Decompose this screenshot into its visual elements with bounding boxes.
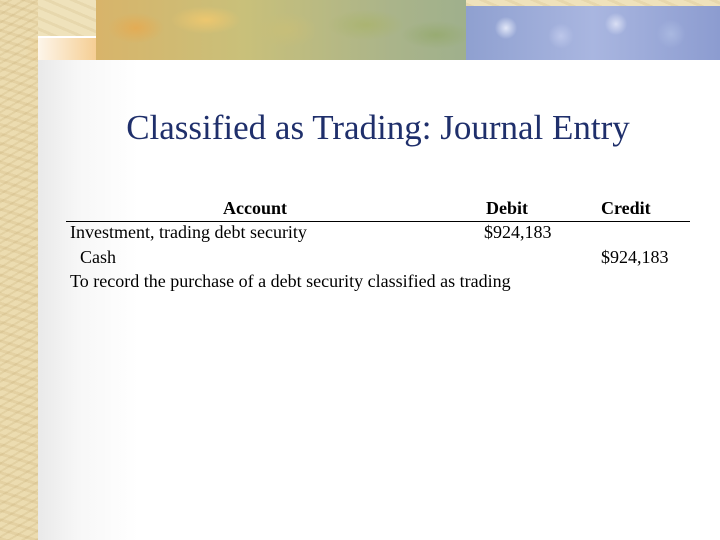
journal-row bbox=[66, 222, 690, 247]
decorative-flowers-banner bbox=[466, 6, 720, 60]
header-credit: Credit bbox=[601, 198, 651, 218]
parchment-left-strip bbox=[0, 0, 38, 540]
row-credit: $924,183 bbox=[601, 246, 669, 267]
row-memo: To record the purchase of a debt security classified as trading bbox=[70, 271, 511, 291]
slide-title: Classified as Trading: Journal Entry bbox=[126, 108, 630, 147]
row-debit: $924,183 bbox=[484, 222, 552, 242]
header-account: Account bbox=[223, 198, 287, 218]
journal-row bbox=[66, 247, 690, 272]
journal-header-row bbox=[66, 198, 690, 222]
decorative-leaves-banner bbox=[96, 0, 466, 60]
row-account: Investment, trading debt security bbox=[70, 222, 307, 242]
journal-entry-table bbox=[66, 198, 690, 296]
header-debit: Debit bbox=[486, 198, 528, 218]
row-account: Cash bbox=[80, 246, 116, 267]
journal-row-memo bbox=[66, 271, 690, 296]
